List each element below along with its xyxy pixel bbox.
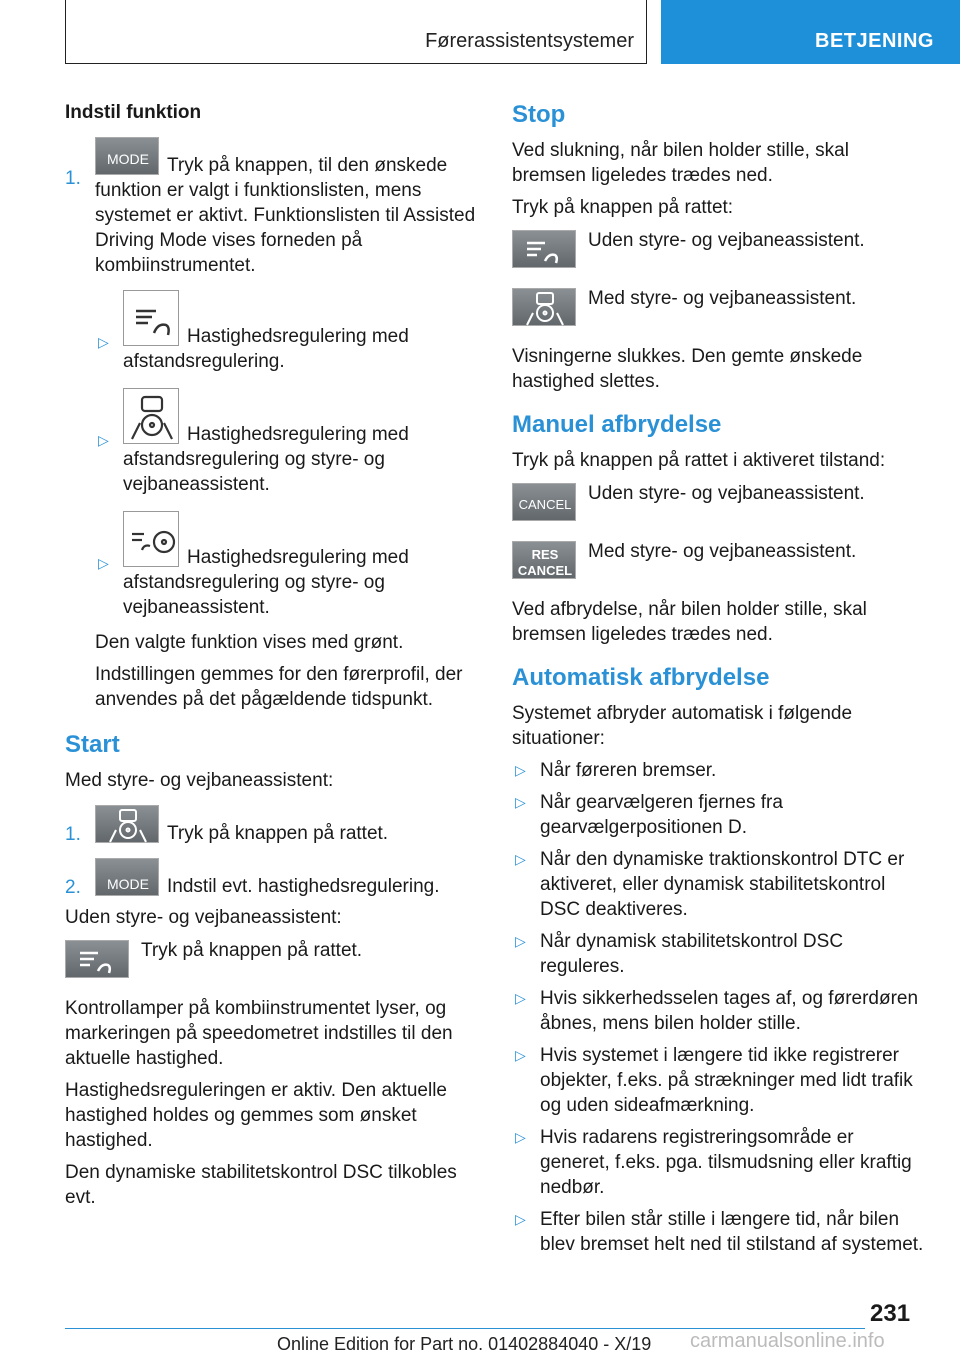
svg-text:CANCEL: CANCEL	[518, 497, 572, 512]
without-assist-text: Tryk på knappen på rattet.	[141, 940, 363, 961]
stop-p3: Visningerne slukkes. Den gemte ønskede hastighed slettes.	[512, 346, 863, 392]
note-green: Den valgte funktion vises med grønt.	[95, 632, 404, 653]
right-column	[512, 100, 926, 1264]
steering-assist-button-icon-stop	[512, 288, 576, 326]
stop-option-2	[512, 286, 926, 334]
svg-text:MODE: MODE	[107, 151, 149, 167]
start-step-1-text: Tryk på knappen på rattet.	[167, 823, 389, 844]
svg-text:MODE: MODE	[107, 876, 149, 892]
step-1	[65, 137, 479, 278]
bullet-acc: ▷ Hastighedsregulering med afstandsregulering.	[95, 290, 479, 374]
list-item: ▷ Når gearvælgeren fjernes fra gearvælgerpositionen D.	[515, 792, 783, 838]
list-item: ▷ Når den dynamiske traktionskontrol DTC er aktiveret, eller dynamisk stabilitetskontrol DSC deaktiveres.	[515, 849, 905, 920]
auto-list	[512, 758, 926, 1257]
manual-p2: Ved afbrydelse, når bilen holder stille, skal bremsen ligeledes trædes ned.	[512, 599, 867, 645]
acc-icon	[123, 290, 179, 346]
header-chapter-title: BETJENING	[815, 30, 934, 52]
mode-button-icon	[95, 137, 159, 175]
manual-option-1-text: Uden styre- og vejbaneassistent.	[588, 483, 865, 504]
left-column	[65, 100, 479, 1217]
svg-text:RES: RES	[531, 547, 559, 562]
acc-steering-icon	[123, 511, 179, 567]
stop-option-2-text: Med styre- og vejbaneassistent.	[588, 288, 857, 309]
res-cancel-button-icon	[512, 541, 576, 579]
subtitle-indstil: Indstil funktion	[65, 102, 202, 123]
heading-manual: Manuel afbrydelse	[512, 411, 722, 438]
bullet-acc-text: Hastighedsregulering med afstandsregulering.	[123, 326, 409, 372]
without-assist-label: Uden styre- og vejbaneassistent:	[65, 907, 342, 928]
car-steering-icon	[123, 388, 179, 444]
cancel-button-icon	[512, 483, 576, 521]
list-item: ▷ Hvis radarens registreringsområde er generet, f.eks. pga. tilsmudsning eller kraftig nedbør.	[515, 1127, 912, 1198]
para-aktiv: Hastighedsreguleringen er aktiv. Den aktuelle hastighed holdes og gemmes som ønsket hastighed.	[65, 1080, 447, 1151]
stop-p1: Ved slukning, når bilen holder stille, skal bremsen ligeledes trædes ned.	[512, 140, 849, 186]
acc-button-icon-stop	[512, 230, 576, 268]
header-section-title: Førerassistentsystemer	[425, 30, 634, 52]
bullet-acc-steering-text: Hastighedsregulering med afstandsregulering og styre- og vejbaneassistent.	[123, 424, 409, 495]
list-item: ▷ Hvis sikkerhedsselen tages af, og førerdøren åbnes, mens bilen holder stille.	[515, 988, 919, 1034]
heading-stop: Stop	[512, 101, 566, 128]
stop-p2: Tryk på knappen på rattet:	[512, 197, 734, 218]
list-item: ▷ Når føreren bremser.	[515, 760, 717, 781]
acc-button-icon	[65, 940, 129, 978]
bullet-acc-steering-2-text: Hastighedsregulering med afstandsregulering og styre- og vejbaneassistent.	[123, 547, 409, 618]
stop-option-1	[512, 228, 926, 276]
header-section-box	[65, 0, 647, 64]
start-step-1: 1. Tryk på knappen på rattet.	[65, 805, 479, 846]
heading-auto: Automatisk afbrydelse	[512, 664, 770, 691]
header-chapter-box	[661, 0, 960, 64]
start-step-2-text: Indstil evt. hastighedsregulering.	[167, 876, 440, 897]
step-number: 1.	[65, 168, 81, 189]
note-profile: Indstillingen gemmes for den førerprofil, der anvendes på det pågældende tidspunkt.	[95, 664, 463, 710]
svg-text:CANCEL: CANCEL	[517, 563, 573, 578]
page-number: 231	[870, 1300, 911, 1327]
list-item: ▷ Når dynamisk stabilitetskontrol DSC reguleres.	[515, 931, 844, 977]
manual-p1: Tryk på knappen på rattet i aktiveret tilstand:	[512, 450, 886, 471]
start-step-2: 2. MODE Indstil evt. hastighedsregulering.	[65, 858, 479, 899]
para-dsc: Den dynamiske stabilitetskontrol DSC tilkobles evt.	[65, 1162, 457, 1208]
manual-option-2-text: Med styre- og vejbaneassistent.	[588, 541, 857, 562]
mode-button-icon-2	[95, 858, 159, 896]
stop-option-1-text: Uden styre- og vejbaneassistent.	[588, 230, 865, 251]
auto-p1: Systemet afbryder automatisk i følgende situationer:	[512, 703, 853, 749]
para-kontrollamper: Kontrollamper på kombiinstrumentet lyser, og markeringen på speedometret indstilles til den aktuelle hastighed.	[65, 998, 453, 1069]
heading-start: Start	[65, 731, 120, 758]
footer-divider	[65, 1328, 865, 1329]
list-item: ▷ Efter bilen står stille i længere tid, når bilen blev bremset helt ned til stilstand af systemet.	[515, 1209, 924, 1255]
manual-option-2	[512, 539, 926, 587]
bullet-acc-steering: ▷ Hastighedsregulering med afstandsregulering og styre- og vejbaneassistent.	[95, 388, 479, 497]
step-1-text: Tryk på knappen, til den ønskede funktion er valgt i funktionslisten, mens systemet er aktivt. Funktionslisten til Assisted Driving Mode vises forneden på kombiinstrumentet.	[95, 155, 476, 276]
list-item: ▷ Hvis systemet i længere tid ikke registrerer objekter, f.eks. på strækninger med lidt trafik og uden sideafmærkning.	[515, 1045, 913, 1116]
steering-assist-button-icon	[95, 805, 159, 843]
manual-option-1	[512, 481, 926, 529]
bullet-acc-steering-2: ▷ Hastighedsregulering med afstandsregulering og styre- og vejbaneassistent.	[95, 511, 479, 620]
watermark: carmanualsonline.info	[690, 1330, 885, 1352]
without-assist-row	[65, 938, 479, 986]
footer-edition: Online Edition for Part no. 01402884040 - X/19	[277, 1334, 652, 1354]
start-intro: Med styre- og vejbaneassistent:	[65, 770, 334, 791]
